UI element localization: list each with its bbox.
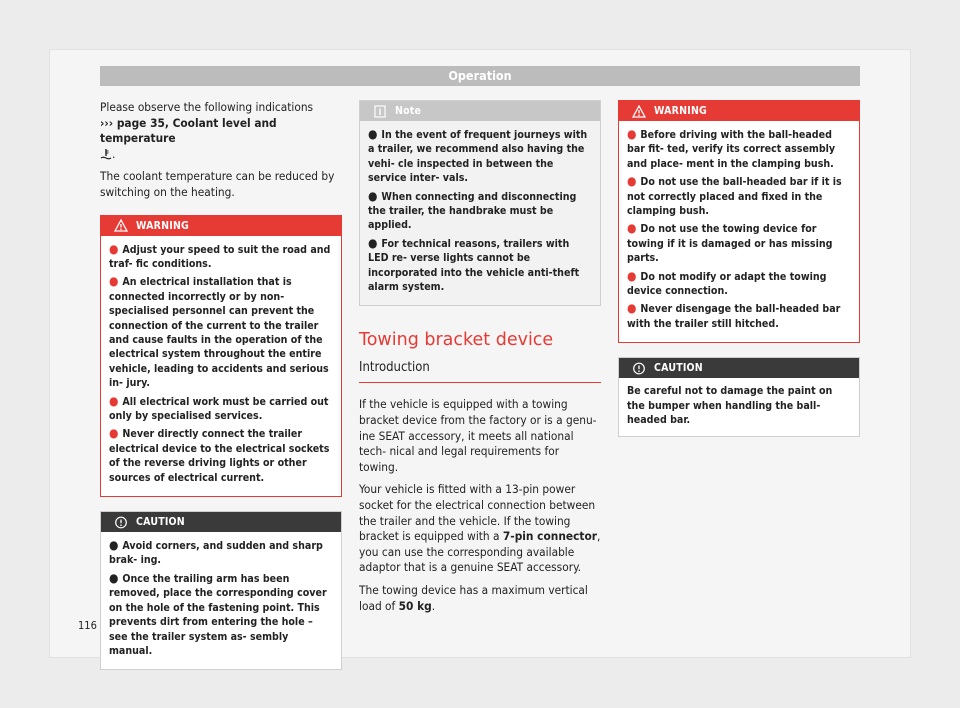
- warning-box-electrical: [100, 215, 342, 498]
- coolant-temperature-icon: [100, 148, 112, 160]
- section-subtitle: Introduction: [359, 360, 601, 383]
- warning-box-ballbar: [618, 100, 860, 343]
- list-item: ● For technical reasons, trailers with LED re- verse lights cannot be incorporated into the vehicle anti-theft alarm system.: [368, 235, 580, 294]
- column-2: [359, 100, 601, 621]
- list-item: ● Do not use the towing device for towing if it is damaged or has missing parts.: [627, 221, 833, 265]
- list-item: ● Do not modify or adapt the towing device connection.: [627, 268, 827, 298]
- list-item: ● In the event of frequent journeys with a trailer, we recommend also having the vehi- cle inspected in between the service inter- vals.: [368, 127, 588, 185]
- warning-title: WARNING: [654, 105, 708, 117]
- note-box: [359, 100, 601, 306]
- list-item: ● Never directly connect the trailer electrical device to the electrical sockets of the reverse driving lights or other sources of electrical current.: [109, 426, 330, 484]
- caution-box-paint: [618, 357, 860, 436]
- column-1: [100, 100, 342, 684]
- column-3: [618, 100, 860, 451]
- warning-title: WARNING: [136, 219, 190, 232]
- list-item: ● An electrical installation that is connected incorrectly or by non-specialised personnel can prevent the connection of the current to the trailer and cause faults in the operation of the electrical system throughout the entire vehicle, leading to accidents and serious in- jury.: [109, 274, 329, 390]
- list-item: ● Adjust your speed to suit the road and traf- fic conditions.: [109, 241, 331, 270]
- caution-circle-icon: [114, 516, 128, 529]
- caution-title: CAUTION: [654, 362, 703, 375]
- page-reference[interactable]: ››› page 35, Coolant level and temperature: [100, 115, 277, 146]
- note-icon: [373, 105, 387, 118]
- caution-text: Be careful not to damage the paint on the bumper when handling the ball-headed bar.: [619, 378, 859, 435]
- note-title: Note: [395, 105, 422, 117]
- list-item: ● Before driving with the ball-headed bar fit- ted, verify its correct assembly and place- ment in the clamping bush.: [627, 127, 836, 170]
- intro-text: If the vehicle is equipped with a towing bracket device from the factory or is a genu- ine SEAT accessory, it meets all national tech- nical and legal requirements for towing.: [359, 397, 597, 474]
- caution-circle-icon: [632, 362, 646, 375]
- list-item: ● Do not use the ball-headed bar if it is not correctly placed and fixed in the clamping bush.: [627, 174, 842, 218]
- warning-triangle-icon: [632, 105, 646, 118]
- caution-title: CAUTION: [136, 516, 185, 529]
- list-item: ● Never disengage the ball-headed bar with the trailer still hitched.: [627, 301, 841, 330]
- section-title: Towing bracket device: [359, 330, 554, 351]
- list-item: ● When connecting and disconnecting the trailer, the handbrake must be applied.: [368, 188, 577, 232]
- intro-paragraph: Please observe the following indications ››› page 35, Coolant level and temperature .: [100, 100, 314, 161]
- caution-box-driving: [100, 511, 342, 670]
- vertical-load-text: The towing device has a maximum vertical load of 50 kg.: [359, 583, 588, 613]
- warning-triangle-icon: [114, 219, 128, 232]
- list-item: ● Avoid corners, and sudden and sharp brak- ing.: [109, 538, 323, 567]
- power-socket-text: Your vehicle is fitted with a 13-pin power socket for the electrical connection between the trailer and the vehicle. If the towing bracket is equipped with a 7-pin connector, you can use the corresponding available adaptor that is a genuine SEAT accessory.: [359, 482, 601, 575]
- page-number: 116: [78, 619, 97, 632]
- list-item: ● Once the trailing arm has been removed, place the corresponding cover on the hole of the fastening point. This prevents dirt from entering the hole – see the trailer system as- sembly manual.: [109, 570, 327, 657]
- coolant-paragraph: The coolant temperature can be reduced by switching on the heating.: [100, 169, 335, 199]
- list-item: ● All electrical work must be carried out only by specialised services.: [109, 393, 329, 423]
- page-header: Operation: [100, 66, 860, 86]
